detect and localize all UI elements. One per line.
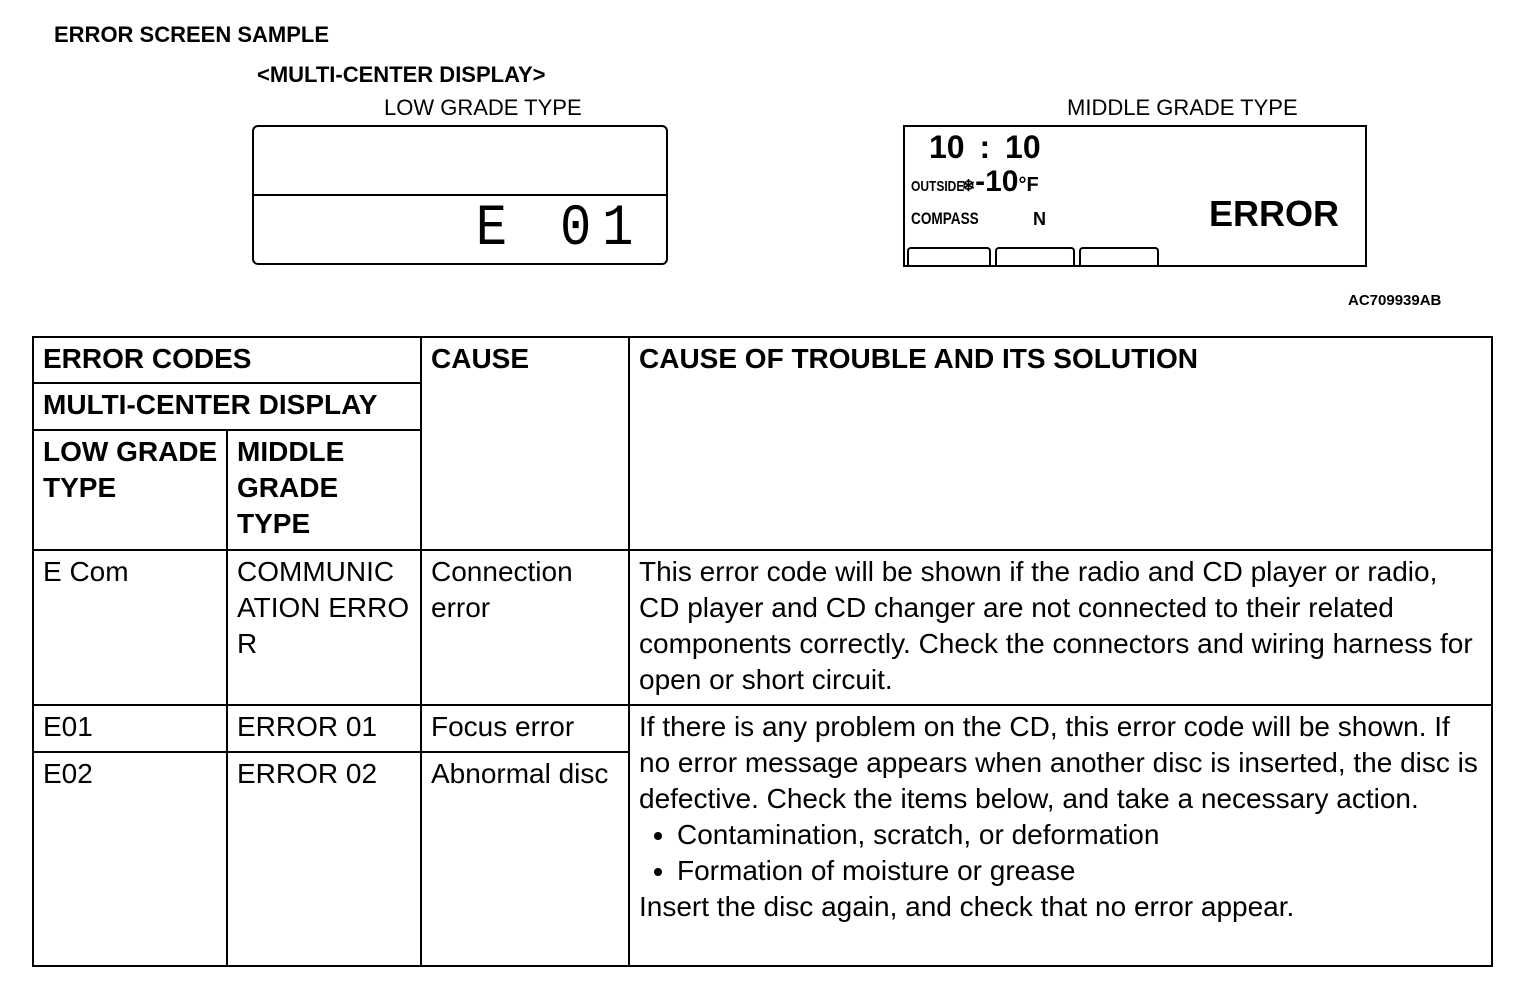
list-item: • Contamination, scratch, or deformation (677, 817, 1483, 853)
display-segment-1 (907, 247, 991, 267)
temperature-unit: °F (1018, 174, 1039, 196)
middle-grade-error-text: ERROR (1209, 193, 1340, 234)
display-label: <MULTI-CENTER DISPLAY> (257, 62, 546, 87)
cause-cell: Focus error (421, 705, 629, 752)
solution-text: If there is any problem on the CD, this error code will be shown. If no error message appears when another disc is inserted, the disc is defective. Check the items below, and take a necessary action. (639, 711, 1478, 814)
low-grade-label: LOW GRADE TYPE (384, 95, 582, 120)
check-items-list (639, 817, 1483, 889)
compass-value: N (1033, 209, 1046, 229)
outside-label: OUTSIDE (911, 178, 965, 195)
header-multi-center: MULTI-CENTER DISPLAY (33, 383, 421, 430)
table-row (33, 550, 1492, 705)
cause-cell: Connection error (421, 550, 629, 705)
cause-cell: Abnormal disc (421, 752, 629, 966)
low-code-cell: E Com (33, 550, 227, 705)
sample-title: ERROR SCREEN SAMPLE (54, 22, 330, 47)
outside-temp-row (911, 165, 1039, 199)
low-grade-error-code: E 01 (475, 197, 644, 262)
header-error-codes: ERROR CODES (33, 337, 421, 383)
list-item: • Formation of moisture or grease (677, 853, 1483, 889)
table-header-row (33, 337, 1492, 383)
snowflake-icon: ❄ (961, 178, 976, 195)
clock-time: 10 : 10 (929, 129, 1041, 165)
display-segment-3 (1079, 247, 1159, 267)
low-grade-display (252, 125, 668, 265)
header-cause: CAUSE (421, 337, 629, 550)
figure-id: AC709939AB (1348, 292, 1442, 309)
display-divider (254, 194, 666, 196)
outside-temperature: -10 (975, 165, 1019, 198)
middle-grade-label: MIDDLE GRADE TYPE (1067, 95, 1298, 120)
middle-code-cell: ERROR 01 (227, 705, 421, 752)
solution-cell: This error code will be shown if the radio and CD player or radio, CD player and CD changer are not connected to their related components correctly. Check the connectors and wiring harness for open or short circuit. (629, 550, 1492, 705)
solution-cell (629, 705, 1492, 966)
error-codes-table (32, 336, 1493, 967)
compass-label: COMPASS (911, 209, 979, 228)
table-row (33, 705, 1492, 752)
middle-code-cell: ERROR 02 (227, 752, 421, 966)
header-middle-grade: MIDDLE GRADE TYPE (227, 430, 421, 550)
solution-closing: Insert the disc again, and check that no error appear. (639, 891, 1295, 922)
middle-grade-display (903, 125, 1367, 267)
display-segment-2 (995, 247, 1075, 267)
low-code-cell: E02 (33, 752, 227, 966)
middle-code-cell: COMMUNICATION ERROR (227, 550, 421, 705)
header-solution: CAUSE OF TROUBLE AND ITS SOLUTION (629, 337, 1492, 550)
header-low-grade: LOW GRADE TYPE (33, 430, 227, 550)
low-code-cell: E01 (33, 705, 227, 752)
